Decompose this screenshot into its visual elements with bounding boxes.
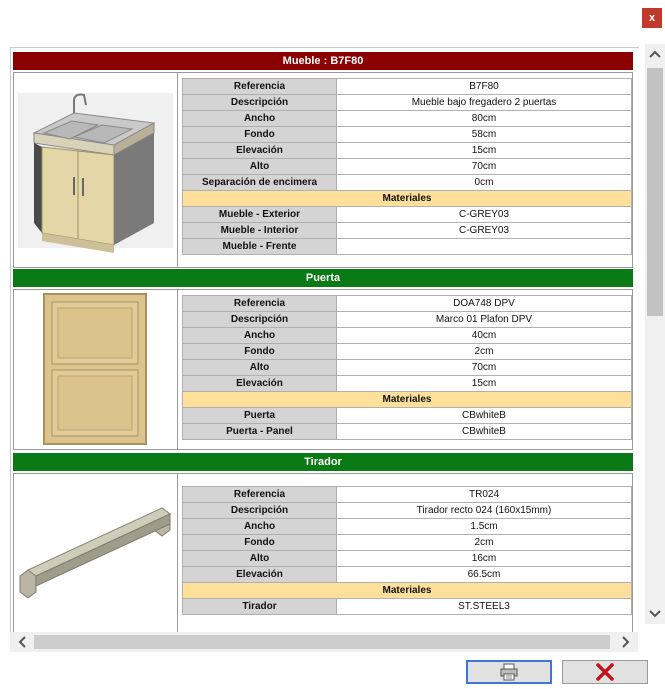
- material-label: Tirador: [183, 599, 337, 615]
- property-label: Fondo: [183, 344, 337, 360]
- section-title: Tirador: [304, 456, 342, 468]
- property-value: 1.5cm: [337, 519, 632, 535]
- property-value: 15cm: [337, 376, 632, 392]
- table-row: [183, 599, 632, 615]
- door-panel-image: [14, 290, 176, 449]
- table-row: [183, 175, 632, 191]
- property-value: Marco 01 Plafon DPV: [337, 312, 632, 328]
- property-label: Alto: [183, 551, 337, 567]
- table-row: [183, 535, 632, 551]
- property-value: 0cm: [337, 175, 632, 191]
- property-value: 70cm: [337, 159, 632, 175]
- table-row: [183, 519, 632, 535]
- table-row: [183, 328, 632, 344]
- property-label: Elevación: [183, 143, 337, 159]
- material-label: Mueble - Exterior: [183, 207, 337, 223]
- sink-cabinet-image: [14, 73, 174, 267]
- section-header-mueble: [13, 52, 633, 70]
- table-row: [183, 79, 632, 95]
- table-row: [183, 159, 632, 175]
- table-row: [183, 487, 632, 503]
- property-value: 80cm: [337, 111, 632, 127]
- puerta-properties-table: [182, 295, 632, 440]
- material-value: CBwhiteB: [337, 408, 632, 424]
- table-row: [183, 127, 632, 143]
- property-label: Descripción: [183, 95, 337, 111]
- property-label: Fondo: [183, 535, 337, 551]
- materials-header: Materiales: [183, 392, 632, 408]
- table-row: [183, 424, 632, 440]
- property-label: Referencia: [183, 296, 337, 312]
- property-value: 15cm: [337, 143, 632, 159]
- horizontal-scroll-thumb[interactable]: [34, 635, 610, 649]
- tirador-properties-table: [182, 486, 632, 615]
- property-value: 2cm: [337, 344, 632, 360]
- table-row: [183, 111, 632, 127]
- section-body-mueble: [13, 72, 633, 268]
- mueble-properties-table: [182, 78, 632, 255]
- property-value: DOA748 DPV: [337, 296, 632, 312]
- horizontal-scrollbar[interactable]: [10, 632, 638, 652]
- property-label: Elevación: [183, 567, 337, 583]
- table-row: [183, 312, 632, 328]
- printer-icon: [499, 663, 519, 681]
- table-row: [183, 567, 632, 583]
- table-row: [183, 95, 632, 111]
- red-x-icon: [596, 663, 614, 681]
- chevron-left-icon[interactable]: [12, 632, 32, 652]
- print-button[interactable]: [466, 660, 552, 684]
- property-label: Referencia: [183, 487, 337, 503]
- material-value: C-GREY03: [337, 207, 632, 223]
- property-value: Mueble bajo fregadero 2 puertas: [337, 95, 632, 111]
- handle-image-cell: [14, 474, 178, 632]
- table-row: [183, 143, 632, 159]
- property-label: Separación de encimera: [183, 175, 337, 191]
- table-row: [183, 408, 632, 424]
- section-title: Puerta: [305, 272, 341, 284]
- materials-header: Materiales: [183, 583, 632, 599]
- window-close-button[interactable]: [642, 8, 662, 28]
- close-icon: x: [648, 12, 656, 24]
- table-row: [183, 207, 632, 223]
- property-value: 66.5cm: [337, 567, 632, 583]
- table-row: [183, 360, 632, 376]
- property-label: Ancho: [183, 328, 337, 344]
- section-header-tirador: [13, 453, 633, 471]
- material-value: ST.STEEL3: [337, 599, 632, 615]
- details-scroll-area: [10, 47, 639, 632]
- property-value: 70cm: [337, 360, 632, 376]
- property-label: Alto: [183, 159, 337, 175]
- table-row: [183, 376, 632, 392]
- material-value: C-GREY03: [337, 223, 632, 239]
- property-label: Ancho: [183, 519, 337, 535]
- section-title: Mueble : B7F80: [282, 55, 364, 67]
- door-image-cell: [14, 290, 178, 449]
- material-value: [337, 239, 632, 255]
- property-label: Alto: [183, 360, 337, 376]
- material-label: Mueble - Interior: [183, 223, 337, 239]
- property-label: Ancho: [183, 111, 337, 127]
- property-value: 2cm: [337, 535, 632, 551]
- vertical-scroll-thumb[interactable]: [647, 68, 663, 316]
- section-body-puerta: [13, 289, 633, 450]
- property-value: 58cm: [337, 127, 632, 143]
- material-label: Puerta - Panel: [183, 424, 337, 440]
- chevron-down-icon[interactable]: [645, 604, 665, 624]
- material-label: Mueble - Frente: [183, 239, 337, 255]
- handle-image: [14, 474, 176, 632]
- property-value: TR024: [337, 487, 632, 503]
- chevron-right-icon[interactable]: [616, 632, 636, 652]
- vertical-scrollbar[interactable]: [645, 44, 665, 624]
- material-value: CBwhiteB: [337, 424, 632, 440]
- materials-header-row: [183, 191, 632, 207]
- table-row: [183, 344, 632, 360]
- property-value: 16cm: [337, 551, 632, 567]
- property-value: B7F80: [337, 79, 632, 95]
- property-label: Fondo: [183, 127, 337, 143]
- property-label: Elevación: [183, 376, 337, 392]
- table-row: [183, 503, 632, 519]
- section-body-tirador: [13, 473, 633, 632]
- property-label: Descripción: [183, 312, 337, 328]
- materials-header-row: [183, 392, 632, 408]
- materials-header: Materiales: [183, 191, 632, 207]
- table-row: [183, 551, 632, 567]
- property-value: Tirador recto 024 (160x15mm): [337, 503, 632, 519]
- table-row: [183, 239, 632, 255]
- cabinet-image-cell: [14, 73, 178, 267]
- property-value: 40cm: [337, 328, 632, 344]
- section-header-puerta: [13, 269, 633, 287]
- chevron-up-icon[interactable]: [645, 44, 665, 64]
- materials-header-row: [183, 583, 632, 599]
- material-label: Puerta: [183, 408, 337, 424]
- cancel-button[interactable]: [562, 660, 648, 684]
- property-label: Referencia: [183, 79, 337, 95]
- table-row: [183, 223, 632, 239]
- property-label: Descripción: [183, 503, 337, 519]
- table-row: [183, 296, 632, 312]
